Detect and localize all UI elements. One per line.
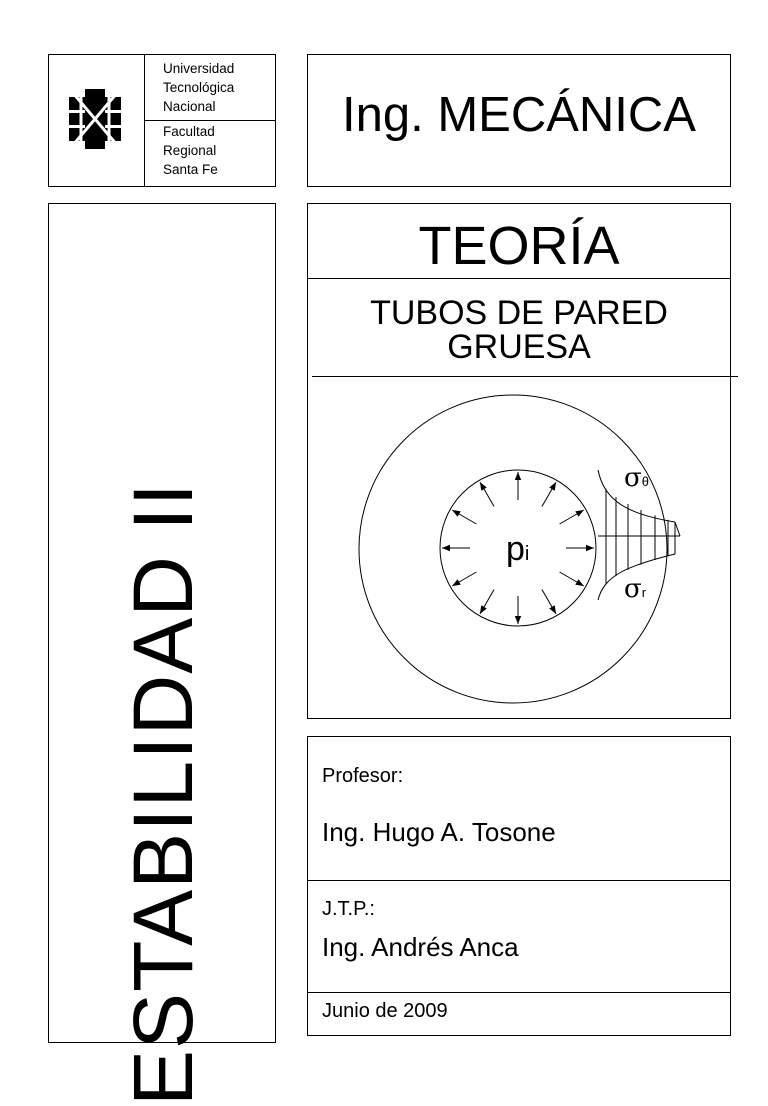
thick-wall-tube-diagram [308, 204, 732, 720]
sigma-theta-label: σθ [624, 463, 649, 493]
theory-box [307, 203, 731, 719]
pressure-arrow-head [515, 472, 521, 480]
pressure-arrow-head [480, 482, 487, 491]
topic-line: TUBOS DE PARED [370, 294, 668, 332]
pressure-arrow-head [480, 605, 487, 614]
institution-header [48, 54, 276, 187]
logo-separator [144, 120, 275, 121]
date-text: Junio de 2009 [322, 1000, 448, 1022]
subject-title: ESTABILIDAD II [116, 482, 210, 1106]
pressure-arrow-head [549, 605, 556, 614]
career-title: Ing. MECÁNICA [342, 88, 696, 142]
pressure-arrow-head [452, 579, 461, 586]
staff-box [307, 736, 731, 1036]
pressure-arrow-head [442, 545, 450, 551]
outer-tip-line [675, 522, 680, 536]
date-separator [308, 992, 730, 993]
faculty-name [163, 122, 218, 179]
university-line: Nacional [163, 99, 216, 114]
staff-separator [308, 880, 730, 881]
pressure-arrow-head [575, 510, 584, 517]
subject-box [48, 203, 276, 1106]
topic-line: GRUESA [447, 328, 591, 366]
pressure-arrow-head [586, 545, 594, 551]
utn-logo [67, 89, 123, 149]
university-name [163, 59, 234, 116]
pressure-arrow-head [575, 579, 584, 586]
pressure-arrow-head [515, 616, 521, 624]
professor-name: Ing. Hugo A. Tosone [322, 817, 556, 847]
theory-label: TEORÍA [418, 216, 620, 276]
pressure-arrow-head [452, 510, 461, 517]
faculty-line: Santa Fe [163, 162, 218, 177]
sigma-r-label: σr [624, 574, 647, 604]
jtp-label: J.T.P.: [322, 898, 375, 920]
jtp-name: Ing. Andrés Anca [322, 932, 519, 962]
university-line: Universidad [163, 61, 235, 76]
professor-label: Profesor: [322, 765, 404, 787]
university-line: Tecnológica [163, 80, 235, 95]
career-box [307, 54, 731, 187]
faculty-line: Regional [163, 143, 217, 158]
pressure-arrow-head [549, 482, 556, 491]
faculty-line: Facultad [163, 124, 215, 139]
pressure-label: pi [506, 530, 530, 568]
